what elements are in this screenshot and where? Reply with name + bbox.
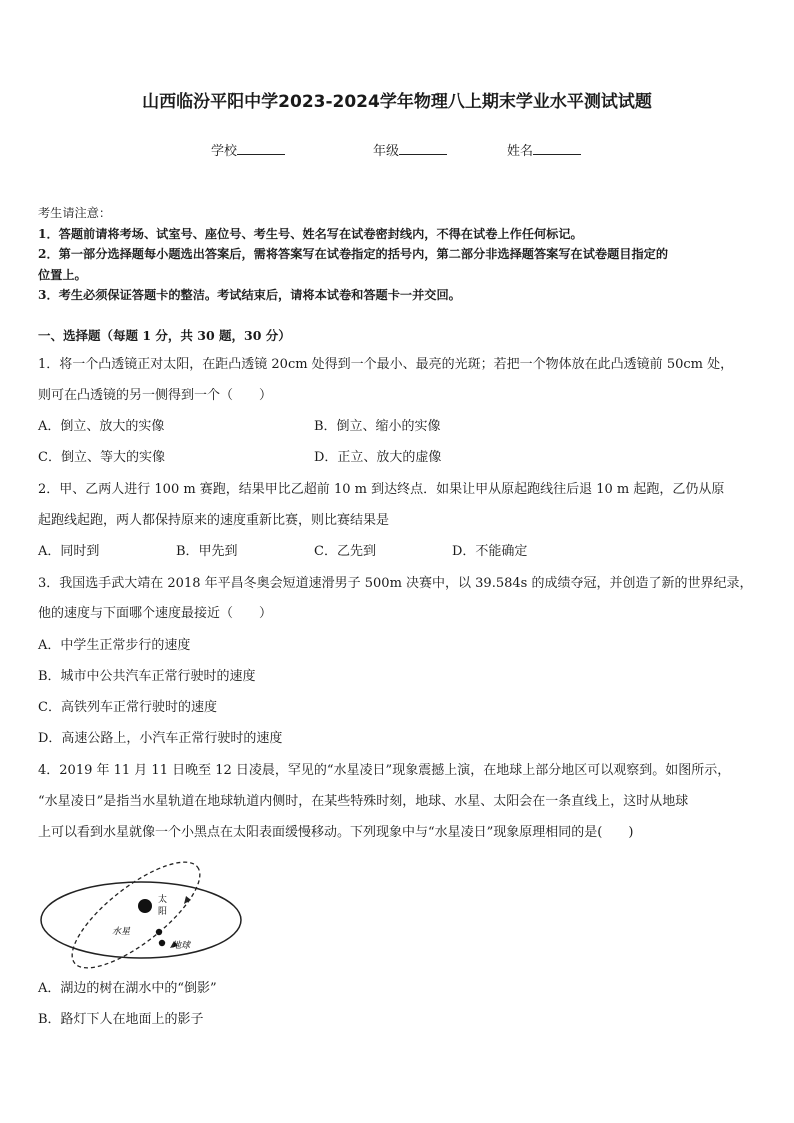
question-2-text-cont: 起跑线起跑，两人都保持原来的速度重新比赛，则比赛结果是 [38, 513, 390, 528]
notice-heading: 考生请注意： [38, 206, 112, 220]
q1-option-b: B．倒立、缩小的实像 [314, 419, 441, 434]
question-4-text: 4．2019 年 11 月 11 日晚至 12 日凌晨，罕见的“水星凌日”现象震撼上演，在地球上部分地区可以观察到。如图所示， [38, 763, 731, 778]
q4-option-b: B．路灯下人在地面上的影子 [38, 1012, 204, 1027]
notice-item: 3．考生必须保证答题卡的整洁。考试结束后，请将本试卷和答题卡一并交回。 [38, 288, 461, 302]
mercury-icon [156, 929, 162, 935]
section-heading: 一、选择题（每题 1 分，共 30 题，30 分） [38, 328, 291, 343]
q1-option-d: D．正立、放大的虚像 [314, 450, 442, 465]
sun-icon [138, 899, 152, 913]
question-3-text: 3．我国选手武大靖在 2018 年平昌冬奥会短道速滑男子 500m 决赛中，以 39.584s 的成绩夺冠，并创造了新的世界纪录， [38, 576, 753, 591]
q1-option-a: A．倒立、放大的实像 [38, 419, 165, 434]
question-3-text-cont: 他的速度与下面哪个速度最接近（ ） [38, 606, 273, 621]
page-title: 山西临汾平阳中学2023-2024学年物理八上期末学业水平测试试题 [142, 92, 652, 112]
sun-label-1: 太 [158, 895, 168, 905]
question-1-text-cont: 则可在凸透镜的另一侧得到一个（ ） [38, 388, 273, 403]
q2-option-d: D．不能确定 [452, 544, 528, 559]
earth-label: 地球 [172, 941, 191, 951]
notice-item: 位置上。 [38, 267, 87, 282]
earth-orbit [41, 882, 241, 958]
notice-item: 1．答题前请将考场、试室号、座位号、考生号、姓名写在试卷密封线内，不得在试卷上作任何标记。 [38, 226, 583, 241]
grade-label: 年级 [373, 144, 400, 159]
q2-option-a: A．同时到 [38, 544, 100, 559]
grade-blank[interactable] [399, 142, 447, 155]
q3-option-b: B．城市中公共汽车正常行驶时的速度 [38, 669, 256, 684]
sun-label-2: 阳 [158, 907, 168, 917]
mercury-label: 水星 [112, 927, 131, 937]
orbit-diagram-svg [36, 860, 246, 970]
exam-notice [38, 203, 760, 306]
name-blank[interactable] [533, 142, 581, 155]
question-4-text-cont: “水星凌日”是指当水星轨道在地球轨道内侧时，在某些特殊时刻，地球、水星、太阳会在一条直线上，这时从地球 [38, 794, 689, 809]
school-field [211, 140, 285, 159]
earth-icon [159, 940, 165, 946]
q3-option-a: A．中学生正常步行的速度 [38, 638, 191, 653]
name-label: 姓名 [507, 144, 534, 159]
q1-option-c: C．倒立、等大的实像 [38, 450, 165, 465]
q2-option-b: B．甲先到 [176, 544, 238, 559]
q4-option-a: A．湖边的树在湖水中的“倒影” [38, 981, 217, 996]
grade-field [373, 140, 447, 159]
transit-diagram [36, 860, 246, 974]
q3-option-d: D．高速公路上，小汽车正常行驶时的速度 [38, 731, 283, 746]
name-field [507, 140, 581, 159]
question-4-text-cont: 上可以看到水星就像一个小黑点在太阳表面缓慢移动。下列现象中与“水星凌日”现象原理相同的是( ) [38, 825, 634, 840]
question-2-text: 2．甲、乙两人进行 100 m 赛跑，结果甲比乙超前 10 m 到达终点．如果让甲从原起跑线往后退 10 m 起跑，乙仍从原 [38, 482, 725, 497]
q2-option-c: C．乙先到 [314, 544, 376, 559]
notice-item: 2．第一部分选择题每小题选出答案后，需将答案写在试卷指定的括号内，第二部分非选择题答案写在试卷题目指定的 [38, 247, 669, 261]
school-blank[interactable] [237, 142, 285, 155]
school-label: 学校 [211, 144, 238, 159]
q3-option-c: C．高铁列车正常行驶时的速度 [38, 700, 217, 715]
orbit-arrow-icon [184, 896, 191, 904]
question-1-text: 1．将一个凸透镜正对太阳，在距凸透镜 20cm 处得到一个最小、最亮的光斑；若把一个物体放在此凸透镜前 50cm 处， [38, 357, 734, 372]
